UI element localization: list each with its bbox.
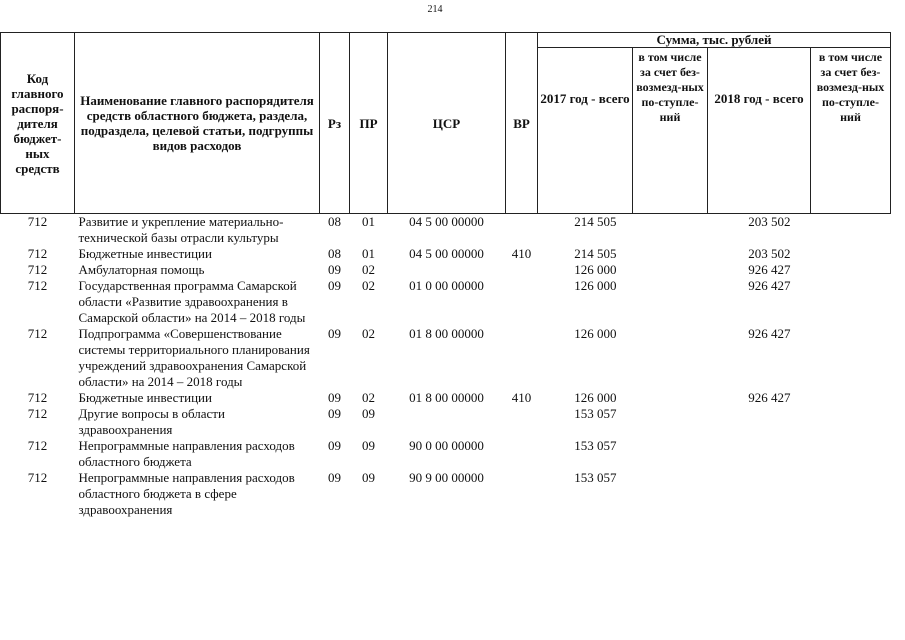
cell-pr: 01 xyxy=(362,214,375,229)
cell-2017-free xyxy=(633,326,708,390)
header-rz: Рз xyxy=(320,33,350,214)
cell-2017-free xyxy=(633,438,708,470)
cell-2018-free xyxy=(811,438,891,470)
cell-code: 712 xyxy=(27,390,48,405)
cell-name: Развитие и укрепление материально-технической базы отрасли культуры xyxy=(78,214,284,245)
cell-2017-free xyxy=(633,406,708,438)
cell-2018-free xyxy=(811,390,891,406)
header-2018-total: 2018 год - всего xyxy=(708,48,811,214)
header-2018-free: в том числе за счет без-возмезд-ных по-ступле-ний xyxy=(811,48,891,214)
cell-2018-free xyxy=(811,246,891,262)
table-row xyxy=(1,390,891,406)
cell-2017-total: 126 000 xyxy=(574,390,617,405)
cell-rz: 08 xyxy=(328,214,341,229)
cell-csr: 04 5 00 00000 xyxy=(409,214,484,229)
cell-code: 712 xyxy=(27,246,48,261)
cell-name: Подпрограмма «Совершенствование системы территориального планирования учреждений здравоохранения Самарской области» на 2014 – 2018 годы xyxy=(78,326,310,389)
table-row xyxy=(1,406,891,438)
cell-rz: 09 xyxy=(328,262,341,277)
cell-name: Бюджетные инвестиции xyxy=(78,390,212,405)
table-row xyxy=(1,262,891,278)
cell-name: Другие вопросы в области здравоохранения xyxy=(78,406,225,437)
cell-csr: 01 8 00 00000 xyxy=(409,326,484,341)
header-2017-total: 2017 год - всего xyxy=(538,48,633,214)
cell-2018-total: 926 427 xyxy=(748,390,791,405)
cell-rz: 09 xyxy=(328,326,341,341)
cell-code: 712 xyxy=(27,326,48,341)
cell-2018-total: 926 427 xyxy=(748,326,791,341)
cell-vr xyxy=(506,262,538,278)
cell-2017-free xyxy=(633,470,708,518)
cell-code: 712 xyxy=(27,278,48,293)
table-body xyxy=(1,214,891,519)
header-csr: ЦСР xyxy=(388,33,506,214)
cell-csr: 90 9 00 00000 xyxy=(409,470,484,485)
cell-2017-total: 214 505 xyxy=(574,214,617,229)
cell-vr xyxy=(506,326,538,390)
cell-vr xyxy=(506,214,538,247)
cell-2017-total: 153 057 xyxy=(574,438,617,453)
cell-pr: 09 xyxy=(362,406,375,421)
cell-csr: 01 0 00 00000 xyxy=(409,278,484,293)
cell-name: Государственная программа Самарской области «Развитие здравоохранения в Самарской области» на 2014 – 2018 годы xyxy=(78,278,306,325)
cell-pr: 09 xyxy=(362,470,375,485)
cell-2018-total: 203 502 xyxy=(748,214,791,229)
cell-rz: 09 xyxy=(328,470,341,485)
cell-code: 712 xyxy=(27,470,48,485)
cell-2018-free xyxy=(811,214,891,247)
cell-name: Бюджетные инвестиции xyxy=(78,246,212,261)
cell-2018-free xyxy=(811,262,891,278)
table-row xyxy=(1,326,891,390)
cell-2017-total: 153 057 xyxy=(574,406,617,421)
cell-2018-total xyxy=(708,470,811,518)
cell-code: 712 xyxy=(27,438,48,453)
cell-code: 712 xyxy=(27,406,48,421)
header-vr: ВР xyxy=(506,33,538,214)
cell-name: Амбулаторная помощь xyxy=(78,262,205,277)
cell-2017-free xyxy=(633,246,708,262)
cell-name: Непрограммные направления расходов областного бюджета xyxy=(78,438,295,469)
cell-2018-free xyxy=(811,470,891,518)
cell-2018-total: 203 502 xyxy=(748,246,791,261)
cell-code: 712 xyxy=(27,214,48,229)
cell-2018-total: 926 427 xyxy=(748,278,791,293)
cell-pr: 02 xyxy=(362,326,375,341)
cell-vr: 410 xyxy=(511,246,532,261)
cell-vr xyxy=(506,438,538,470)
cell-2017-free xyxy=(633,278,708,326)
cell-rz: 09 xyxy=(328,438,341,453)
cell-pr: 02 xyxy=(362,390,375,405)
cell-2018-free xyxy=(811,278,891,326)
header-pr: ПР xyxy=(350,33,388,214)
cell-pr: 09 xyxy=(362,438,375,453)
cell-csr: 04 5 00 00000 xyxy=(409,246,484,261)
cell-name: Непрограммные направления расходов областного бюджета в сфере здравоохранения xyxy=(78,470,295,517)
cell-vr xyxy=(506,470,538,518)
cell-2017-total: 126 000 xyxy=(574,326,617,341)
cell-2018-total xyxy=(708,406,811,438)
table-row xyxy=(1,214,891,247)
cell-2018-free xyxy=(811,326,891,390)
cell-pr: 02 xyxy=(362,278,375,293)
cell-pr: 01 xyxy=(362,246,375,261)
cell-rz: 09 xyxy=(328,390,341,405)
page-number: 214 xyxy=(427,4,443,15)
cell-2017-free xyxy=(633,262,708,278)
header-code: Код главного распоря-дителя бюджет-ных средств xyxy=(1,33,75,214)
cell-rz: 09 xyxy=(328,278,341,293)
cell-2017-total: 126 000 xyxy=(574,278,617,293)
cell-rz: 09 xyxy=(328,406,341,421)
cell-2017-total: 153 057 xyxy=(574,470,617,485)
table-row xyxy=(1,246,891,262)
budget-table xyxy=(0,32,891,518)
cell-code: 712 xyxy=(27,262,48,277)
table-row xyxy=(1,470,891,518)
table-row xyxy=(1,438,891,470)
cell-2017-free xyxy=(633,214,708,247)
cell-vr: 410 xyxy=(511,390,532,405)
cell-csr: 90 0 00 00000 xyxy=(409,438,484,453)
cell-2017-total: 214 505 xyxy=(574,246,617,261)
cell-csr: 01 8 00 00000 xyxy=(409,390,484,405)
header-2017-free: в том числе за счет без-возмезд-ных по-ступле-ний xyxy=(633,48,708,214)
header-sum: Сумма, тыс. рублей xyxy=(538,33,891,48)
cell-csr xyxy=(388,262,506,278)
cell-csr xyxy=(388,406,506,438)
cell-pr: 02 xyxy=(362,262,375,277)
cell-2018-free xyxy=(811,406,891,438)
cell-2018-total: 926 427 xyxy=(748,262,791,277)
cell-vr xyxy=(506,278,538,326)
cell-rz: 08 xyxy=(328,246,341,261)
table-row xyxy=(1,278,891,326)
cell-2018-total xyxy=(708,438,811,470)
header-name: Наименование главного распорядителя средств областного бюджета, раздела, подраздела, целевой статьи, подгруппы видов расходов xyxy=(75,33,320,214)
cell-vr xyxy=(506,406,538,438)
cell-2017-total: 126 000 xyxy=(574,262,617,277)
cell-2017-free xyxy=(633,390,708,406)
table-header xyxy=(1,33,891,214)
